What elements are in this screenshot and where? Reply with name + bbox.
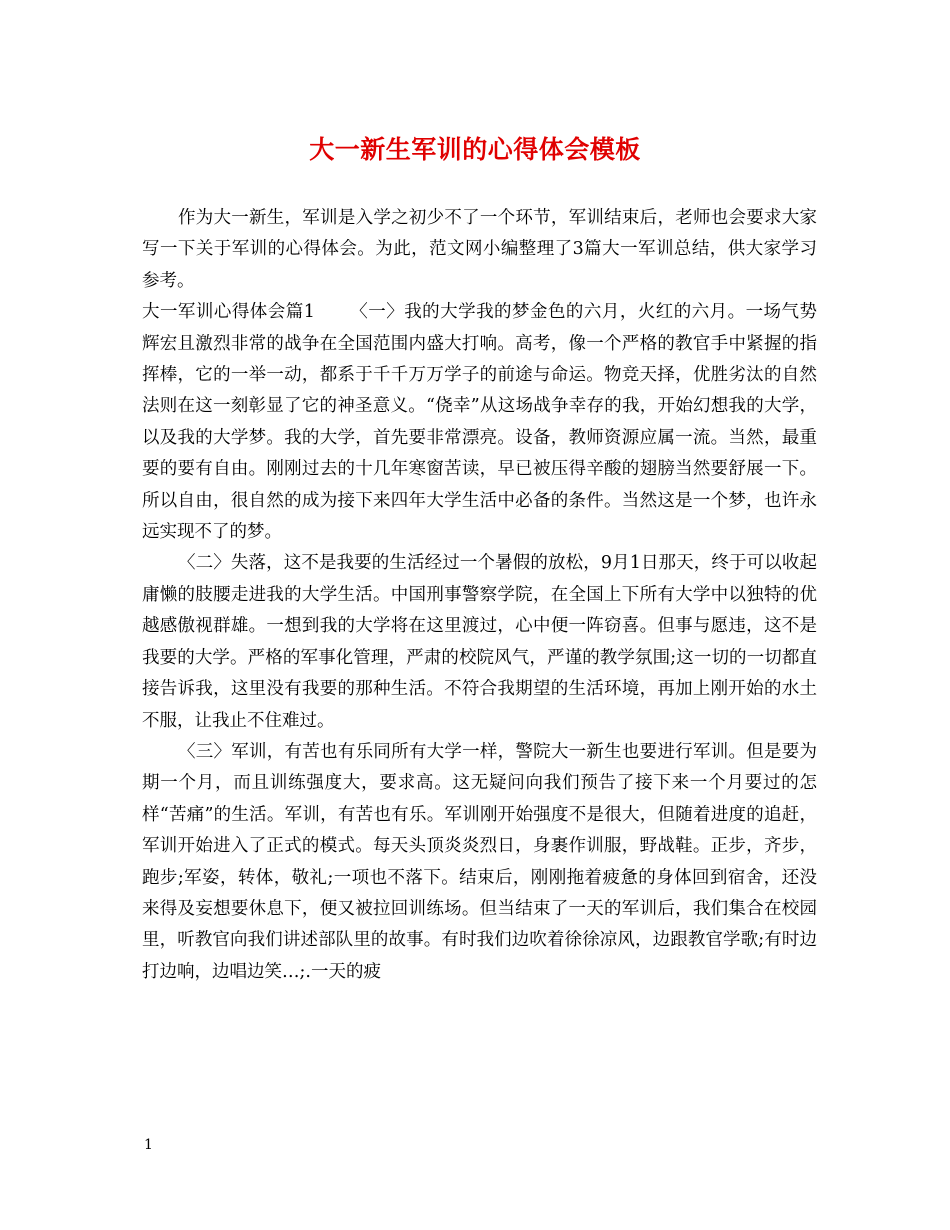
page-number: 1 (144, 1137, 153, 1153)
section-gap (315, 302, 350, 322)
page-title: 大一新生军训的心得体会模板 (309, 135, 641, 164)
paragraph-2: 〈二〉失落，这不是我要的生活经过一个暑假的放松，9月1日那天，终于可以收起庸懒的肢腰走进我的大学生活。中国刑事警察学院，在全国上下所有大学中以独特的优越感傲视群雄。一想到我的大学将在这里渡过，心中便一阵窃喜。但事与愿违，这不是我要的大学。严格的军事化管理，严肃的校院风气，严谨的教学氛围;这一切的一切都直接告诉我，这里没有我要的那种生活。不符合我期望的生活环境，再加上刚开始的水土不服，让我止不住难过。 (142, 553, 817, 731)
section-1-paragraph (142, 297, 817, 548)
intro-paragraph: 作为大一新生，军训是入学之初少不了一个环节，军训结束后，老师也会要求大家写一下关于军训的心得体会。为此，范文网小编整理了3篇大一军训总结，供大家学习参考。 (142, 208, 817, 291)
paragraph-3: 〈三〉军训，有苦也有乐同所有大学一样，警院大一新生也要进行军训。但是要为期一个月，而且训练强度大，要求高。这无疑问向我们预告了接下来一个月要过的怎样“苦痛”的生活。军训，有苦也有乐。军训刚开始强度不是很大，但随着进度的追赶，军训开始进入了正式的模式。每天头顶炎炎烈日，身裹作训服，野战鞋。正步，齐步，跑步;军姿，转体，敬礼;一项也不落下。结束后，刚刚拖着疲惫的身体回到宿舍，还没来得及妄想要休息下，便又被拉回训练场。但当结束了一天的军训后，我们集合在校园里，听教官向我们讲述部队里的故事。有时我们边吹着徐徐凉风，边跟教官学歌;有时边打边响，边唱边笑…;.一天的疲 (142, 741, 817, 982)
section-heading: 大一军训心得体会篇1 (142, 302, 315, 323)
document-body (142, 203, 817, 988)
section-1-text: 〈一〉我的大学我的梦金色的六月，火红的六月。一场气势辉宏且激烈非常的战争在全国范围内盛大打响。高考，像一个严格的教官手中紧握的指挥棒，它的一举一动，都系于千千万万学子的前途与命运。物竞天择，优胜劣汰的自然法则在这一刻彰显了它的神圣意义。“侥幸”从这场战争幸存的我，开始幻想我的大学，以及我的大学梦。我的大学，首先要非常漂亮。设备，教师资源应属一流。当然，最重要的要有自由。刚刚过去的十几年寒窗苦读，早已被压得辛酸的翅膀当然要舒展一下。所以自由，很自然的成为接下来四年大学生活中必备的条件。当然这是一个梦，也许永远实现不了的梦。 (142, 302, 817, 543)
